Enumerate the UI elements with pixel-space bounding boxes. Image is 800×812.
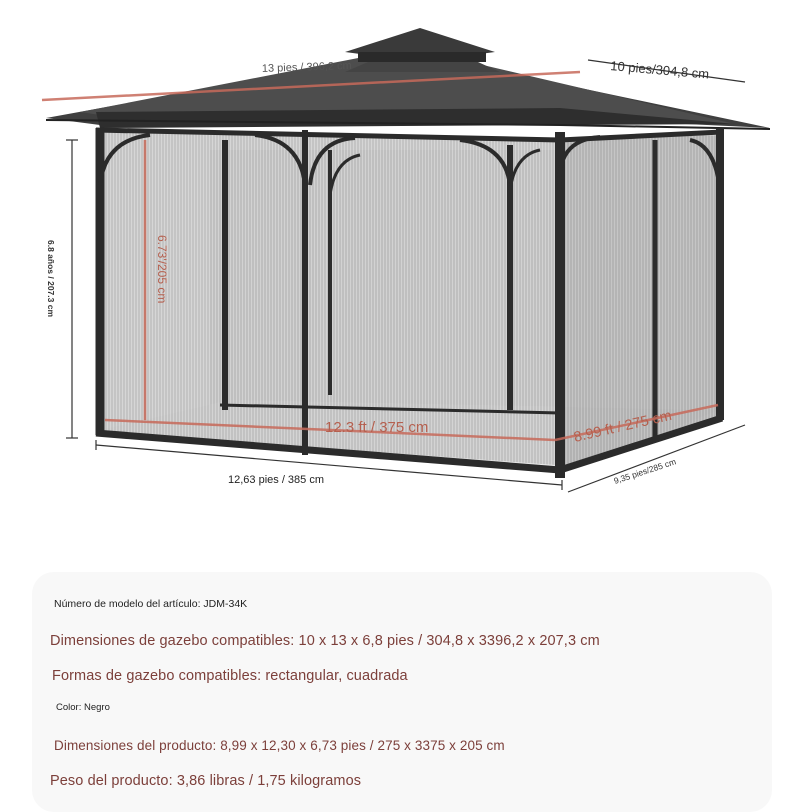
label-height-side: 6.8 años / 207.3 cm (46, 240, 56, 318)
model-number: Número de modelo del artículo: JDM-34K (54, 598, 248, 610)
label-base-depth: 9,35 pies/285 cm (612, 456, 678, 486)
label-base-width: 12,63 pies / 385 cm (228, 474, 325, 486)
spec-panel (32, 572, 772, 812)
label-inner-width: 12.3 ft / 375 cm (325, 419, 429, 436)
roof (46, 28, 770, 129)
compatible-shapes: Formas de gazebo compatibles: rectangular, cuadrada (52, 668, 408, 684)
compatible-dimensions: Dimensiones de gazebo compatibles: 10 x 13 x 6,8 pies / 304,8 x 3396,2 x 207,3 cm (50, 633, 600, 649)
label-panel-height: 6.73'/205 cm (155, 235, 169, 304)
label-inner-depth: 8.99 ft / 275 cm (572, 407, 674, 446)
product-dimensions: Dimensiones del producto: 8,99 x 12,30 x 6,73 pies / 275 x 3375 x 205 cm (54, 738, 505, 753)
product-weight: Peso del producto: 3,86 libras / 1,75 kilogramos (50, 773, 362, 789)
color: Color: Negro (56, 702, 110, 713)
label-top-width: 13 pies / 396,2 cm (261, 59, 352, 75)
label-top-depth: 10 pies/304,8 cm (609, 58, 710, 82)
